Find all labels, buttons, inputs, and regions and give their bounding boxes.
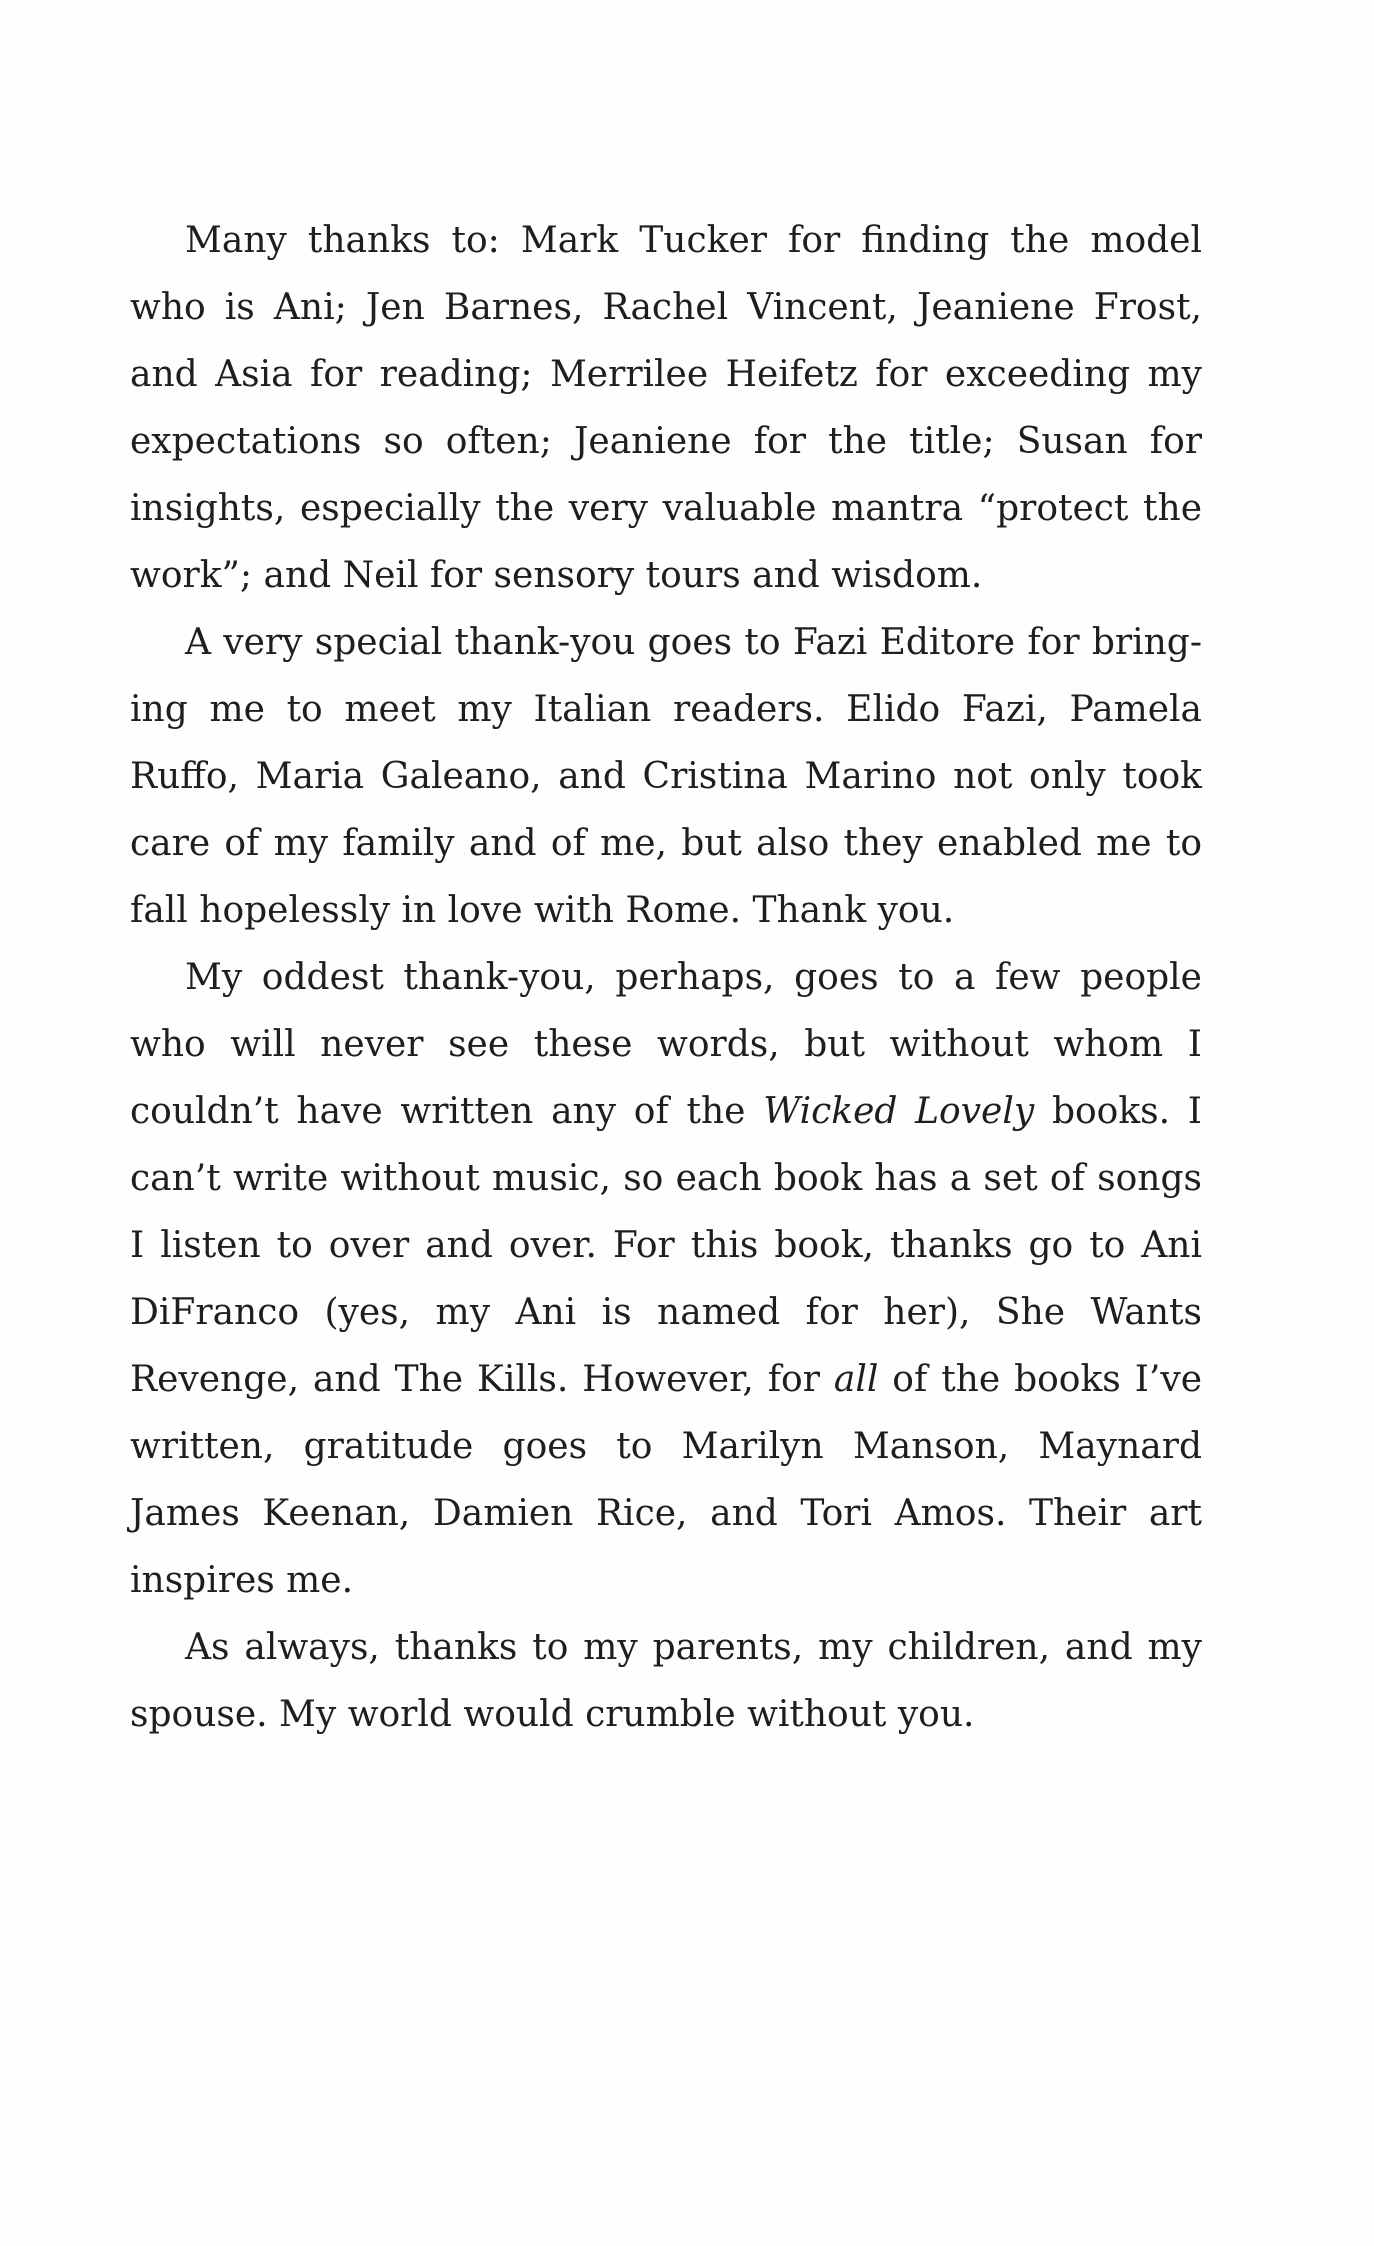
acknowledgments-text (130, 207, 1202, 1748)
book-series-title: Wicked Lovely (763, 1091, 1035, 1132)
paragraph-4: As always, thanks to my parents, my children, and my spouse. My world would crumble without you. (130, 1627, 1202, 1735)
paragraph-1: Many thanks to: Mark Tucker for finding the model who is Ani; Jen Barnes, Rachel Vincent, Jeaniene Frost, and Asia for reading; Merrilee Heifetz for exceeding my expectations so often; Jeaniene for the title; Susan for insights, especially the very valuable mantra “protect the work”; and Neil for sensory tours and wisdom. (130, 220, 1202, 596)
emphasis-word: all (833, 1359, 879, 1400)
paragraph-3 (130, 944, 1202, 1614)
paragraph-3-part-3: of the books I’ve written, gratitude goes to Marilyn Manson, Maynard James Keenan, Damien Rice, and Tori Amos. Their art inspires me. (130, 1359, 1202, 1601)
paragraph-2: A very special thank-you goes to Fazi Editore for bringing me to meet my Italian readers. Elido Fazi, Pamela Ruffo, Maria Galeano, and Cristina Marino not only took care of my family and of me, but also they enabled me to fall hopelessly in love with Rome. Thank you. (130, 622, 1202, 931)
paragraph-3-part-1: My oddest thank-you, perhaps, goes to a few people who will never see these words, but without whom I couldn’t have written any of the (130, 957, 1202, 1132)
paragraph-3-part-2: books. I can’t write without music, so each book has a set of songs I listen to over and over. For this book, thanks go to Ani DiFranco (yes, my Ani is named for her), She Wants Revenge, and The Kills. However, for (130, 1091, 1203, 1400)
